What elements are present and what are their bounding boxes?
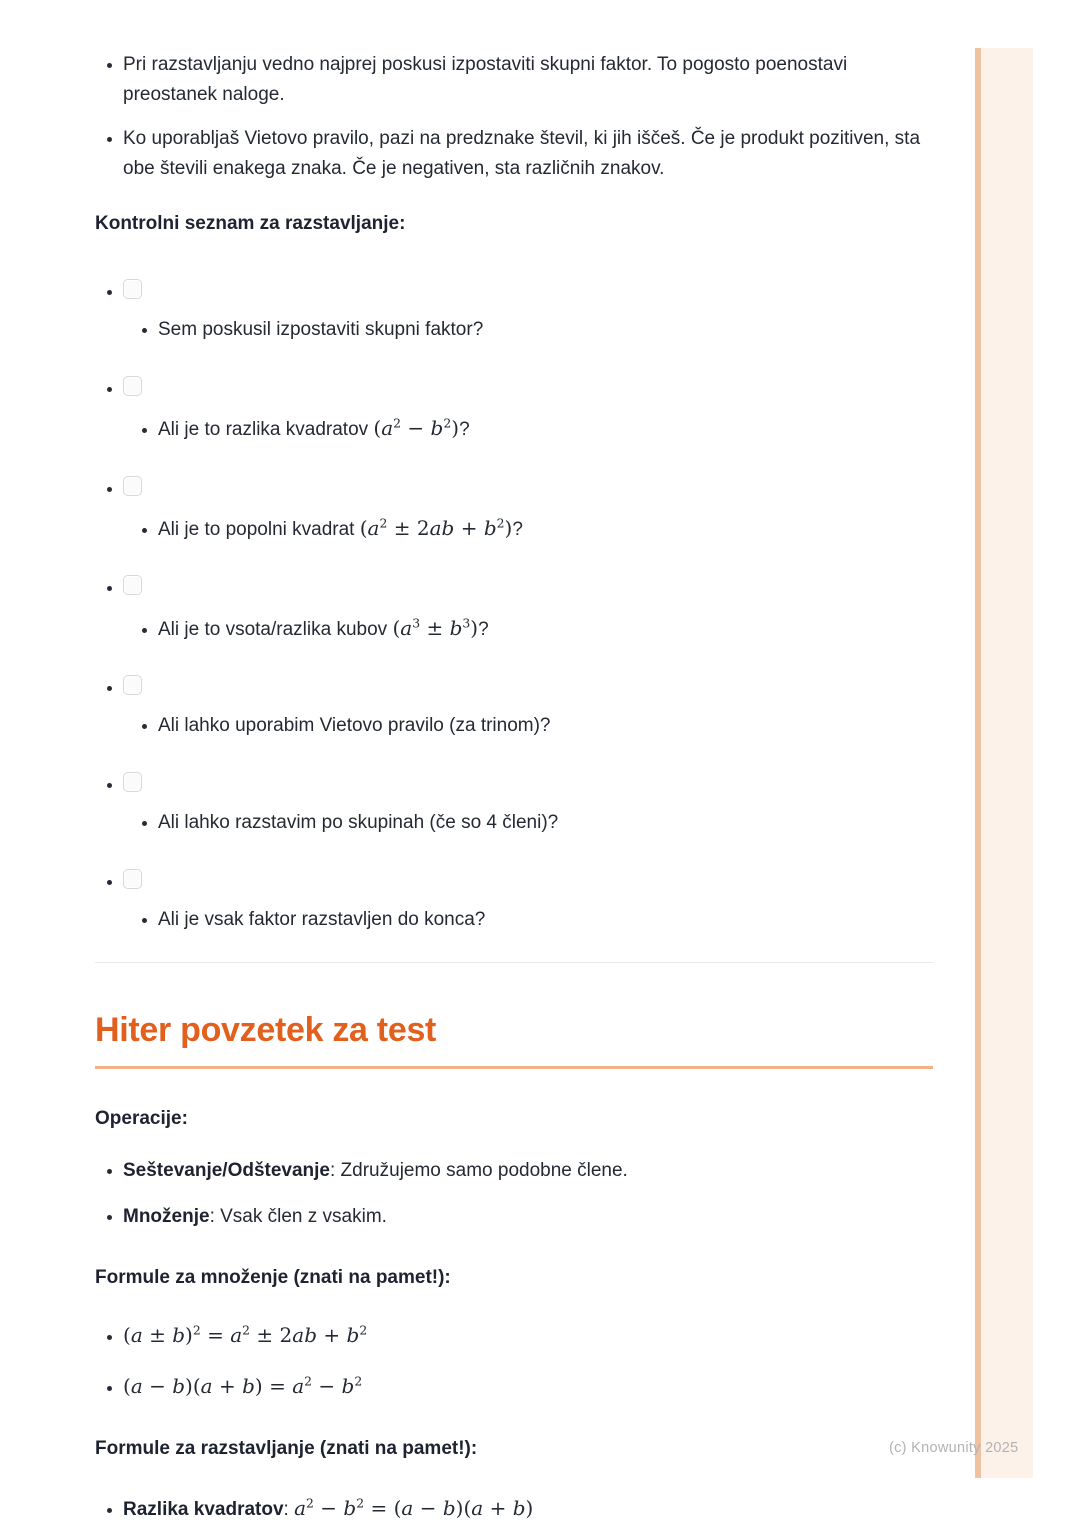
checklist-question-list <box>123 711 933 741</box>
text-run: ? <box>478 618 489 640</box>
bold-label: Množenje <box>123 1206 210 1228</box>
text-run: Ali lahko uporabim Vietovo pravilo (za trinom)? <box>158 715 551 737</box>
list-item <box>123 50 933 111</box>
checklist-question <box>158 905 933 935</box>
multiplication-formulas-heading: Formule za množenje (znati na pamet!): <box>95 1266 451 1288</box>
checklist-question-list <box>123 512 933 545</box>
checkbox-unchecked[interactable] <box>123 476 142 496</box>
checklist-item <box>123 474 933 546</box>
section-divider <box>95 962 933 963</box>
factoring-formulas-heading: Formule za razstavljanje (znati na pamet!): <box>95 1437 478 1459</box>
text-run: Ali lahko razstavim po skupinah (če so 4 členi)? <box>158 812 559 834</box>
watermark: (c) Knowunity 2025 <box>889 1440 1019 1456</box>
text-run: Ali je to vsota/razlika kubov <box>158 618 393 640</box>
tips-list <box>95 50 933 185</box>
checklist-question-list <box>123 808 933 838</box>
text-run: : <box>283 1499 295 1521</box>
checklist-question <box>158 512 933 545</box>
list-item <box>123 1319 933 1352</box>
notes-page <box>95 50 933 1526</box>
list-item <box>123 1492 933 1525</box>
text-run: Ali je to razlika kvadratov <box>158 419 374 441</box>
checklist-question-list <box>123 612 933 645</box>
checklist-item <box>123 867 933 936</box>
text-run: : Vsak člen z vsakim. <box>209 1206 387 1228</box>
text-run: Sem poskusil izpostaviti skupni faktor? <box>158 319 484 341</box>
checklist-question <box>158 808 933 838</box>
checklist-question-list <box>123 315 933 345</box>
checklist-heading: Kontrolni seznam za razstavljanje: <box>95 212 406 234</box>
bold-label: Seštevanje/Odštevanje <box>123 1159 330 1181</box>
math-expression: $(a^2 \pm 2ab + b^2)$ <box>359 515 513 540</box>
text-run: Ko uporabljaš Vietovo pravilo, pazi na predznake števil, ki jih iščeš. Če je produkt pozitiven, sta obe števili enakega znaka. Če je negativen, sta različnih znakov. <box>123 127 921 180</box>
math-expression: $(a \pm b)^2 = a^2 \pm 2ab + b^2$ <box>123 1322 368 1348</box>
checklist-question-list <box>123 905 933 935</box>
checklist-question <box>158 315 933 345</box>
list-item <box>123 1370 933 1403</box>
checkbox-unchecked[interactable] <box>123 772 142 792</box>
checklist-question <box>158 412 933 445</box>
math-expression: $(a^3 \pm b^3)$ <box>392 615 479 640</box>
text-run: Pri razstavljanju vedno najprej poskusi izpostaviti skupni faktor. To pogosto poenostavi preostanek naloge. <box>123 54 848 106</box>
multiplication-formulas-list <box>95 1319 933 1404</box>
checkbox-unchecked[interactable] <box>123 575 142 595</box>
operations-list <box>95 1156 933 1233</box>
math-expression: $(a^2 - b^2)$ <box>373 415 460 441</box>
checklist-question-list <box>123 412 933 445</box>
checklist-question <box>158 711 933 741</box>
text-run: : Združujemo samo podobne člene. <box>330 1159 628 1181</box>
checkbox-unchecked[interactable] <box>123 376 142 396</box>
operations-heading: Operacije: <box>95 1107 188 1129</box>
summary-title: Hiter povzetek za test <box>95 1011 933 1068</box>
page-edge-band <box>975 48 1033 1478</box>
checklist-item <box>123 770 933 839</box>
math-expression: $(a - b)(a + b) = a^2 - b^2$ <box>123 1373 363 1399</box>
text-run: ? <box>512 518 523 540</box>
checklist-question <box>158 612 933 645</box>
bold-label: Razlika kvadratov <box>123 1499 284 1521</box>
checklist <box>95 277 933 935</box>
math-expression: $a^2 - b^2 = (a - b)(a + b)$ <box>294 1495 534 1521</box>
text-run: ? <box>459 419 470 441</box>
checklist-item <box>123 573 933 645</box>
checkbox-unchecked[interactable] <box>123 675 142 695</box>
list-item <box>123 124 933 185</box>
checklist-item <box>123 374 933 446</box>
checkbox-unchecked[interactable] <box>123 279 142 299</box>
list-item <box>123 1202 933 1232</box>
factoring-formulas-list <box>95 1492 933 1525</box>
text-run: Ali je to popolni kvadrat <box>158 518 360 540</box>
text-run: Ali je vsak faktor razstavljen do konca? <box>158 909 486 931</box>
checklist-item <box>123 673 933 742</box>
list-item <box>123 1156 933 1186</box>
checkbox-unchecked[interactable] <box>123 869 142 889</box>
checklist-item <box>123 277 933 346</box>
